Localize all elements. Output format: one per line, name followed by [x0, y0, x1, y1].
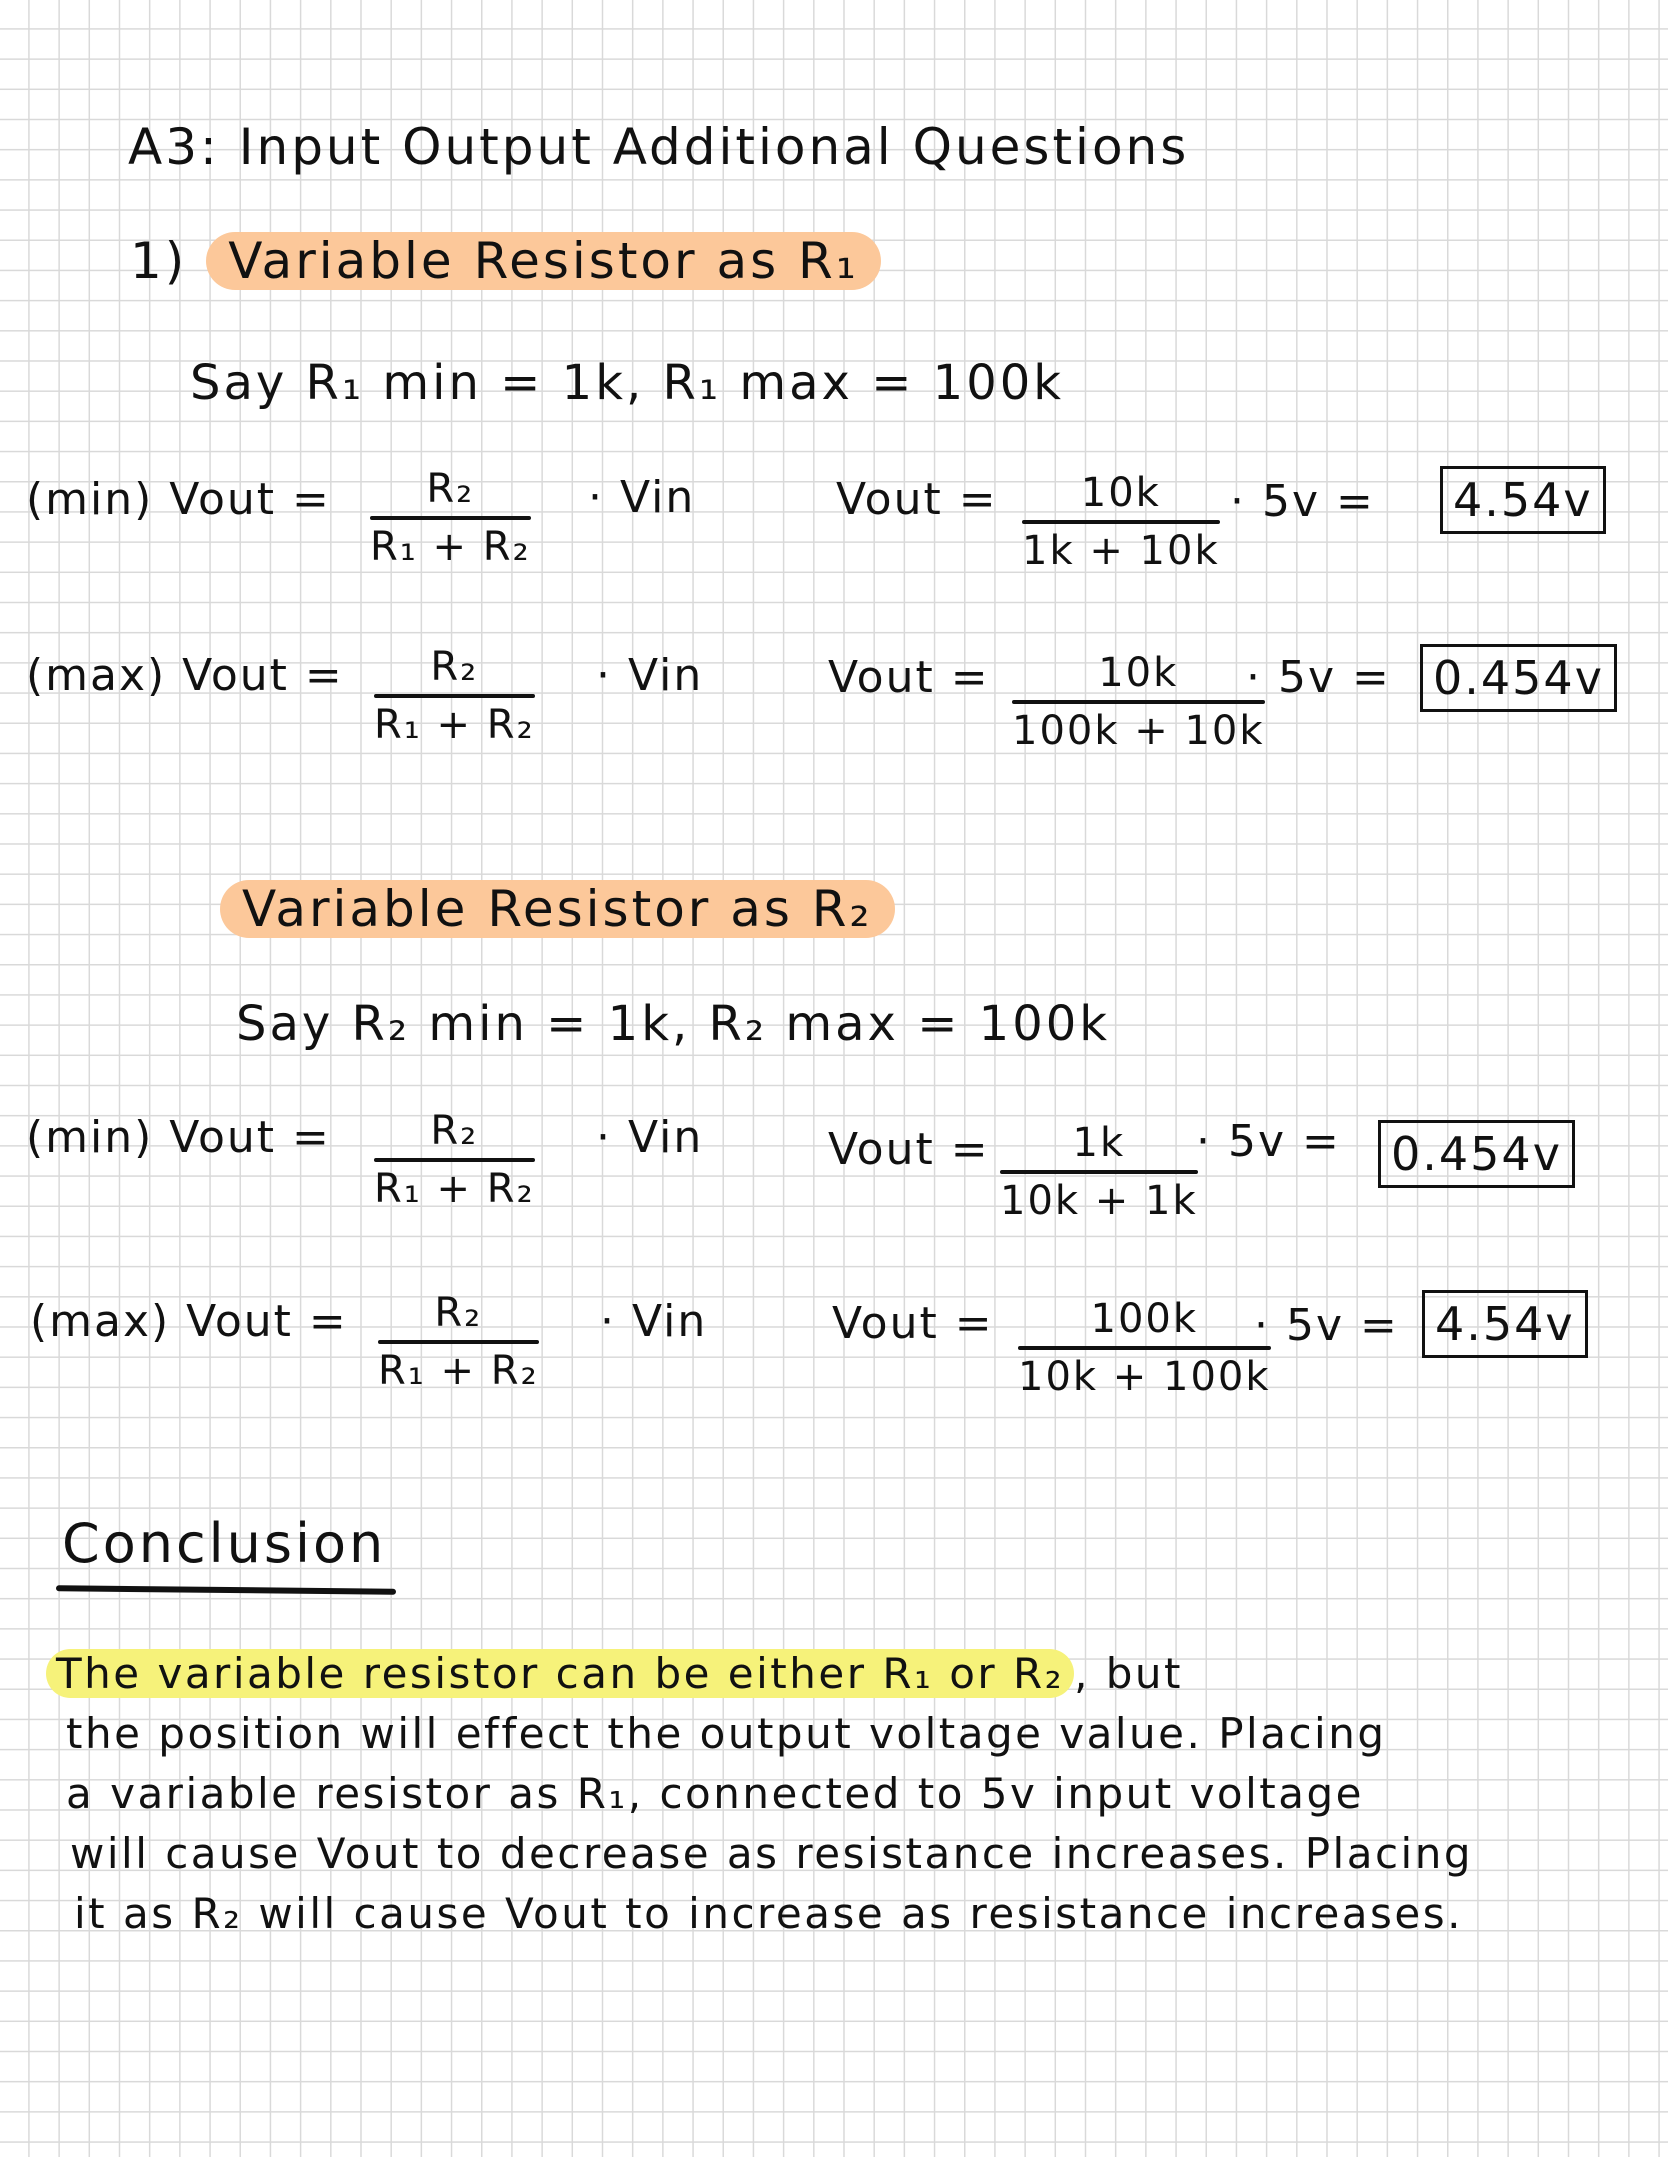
s1-row1-calc	[1012, 650, 1265, 754]
section1-say: Say R₁ min = 1k, R₁ max = 100k	[190, 355, 1065, 411]
section1-heading-row	[130, 232, 881, 290]
s1-row0-formula	[370, 466, 531, 570]
s1-row1-result-box: 0.454v	[1420, 644, 1617, 712]
s1-row0-label: (min) Vout =	[26, 474, 331, 525]
conclusion-line-2: the position will effect the output voltage value. Placing	[66, 1709, 1387, 1758]
s1-row1-formula-num: R₂	[430, 644, 479, 690]
s1-row1-formula	[374, 644, 535, 748]
conclusion-line-4: will cause Vout to decrease as resistance increases. Placing	[70, 1829, 1474, 1878]
s2-row0-calc-den: 10k + 1k	[1000, 1178, 1198, 1224]
section1-heading: Variable Resistor as R₁	[206, 232, 881, 290]
s2-row1-formula	[378, 1290, 539, 1394]
page-title: A3: Input Output Additional Questions	[128, 118, 1190, 176]
s1-row0-calc	[1022, 470, 1220, 574]
section2-say: Say R₂ min = 1k, R₂ max = 100k	[236, 996, 1111, 1052]
conclusion-highlight: The variable resistor can be either R₁ or R₂	[46, 1649, 1074, 1698]
s2-row0-label: (min) Vout =	[26, 1112, 331, 1163]
conclusion-title-text: Conclusion	[62, 1512, 387, 1575]
conclusion-underline	[56, 1585, 396, 1595]
s2-row0-calc-mult: · 5v =	[1196, 1116, 1341, 1167]
s1-row0-formula-num: R₂	[426, 466, 475, 512]
section1-number: 1)	[130, 232, 188, 290]
s1-row0-calc-mult: · 5v =	[1230, 476, 1375, 527]
conclusion-line-3: a variable resistor as R₁, connected to 5v input voltage	[66, 1769, 1364, 1818]
s1-row1-calc-mult: · 5v =	[1246, 652, 1391, 703]
s2-row1-formula-mult: · Vin	[600, 1296, 708, 1347]
s1-row0-formula-mult: · Vin	[588, 472, 696, 523]
s2-row0-formula-mult: · Vin	[596, 1112, 704, 1163]
s1-row1-formula-mult: · Vin	[596, 650, 704, 701]
s1-row1-calc-den: 100k + 10k	[1012, 708, 1265, 754]
section2-heading-row	[220, 880, 895, 938]
s2-row0-calc	[1000, 1120, 1198, 1224]
s2-row1-calc-num: 100k	[1090, 1296, 1199, 1342]
s2-row1-calc-mult: · 5v =	[1254, 1300, 1399, 1351]
s2-row1-formula-num: R₂	[434, 1290, 483, 1336]
conclusion-line-1-rest: , but	[1074, 1649, 1184, 1698]
s2-row1-calc	[1018, 1296, 1271, 1400]
s2-row1-calc-den: 10k + 100k	[1018, 1354, 1271, 1400]
s1-row0-calc-den: 1k + 10k	[1022, 528, 1220, 574]
s2-row0-formula	[374, 1108, 535, 1212]
s1-row1-calc-num: 10k	[1098, 650, 1179, 696]
s2-row1-label: (max) Vout =	[30, 1296, 348, 1347]
conclusion-line-1	[46, 1644, 1183, 1704]
s2-row1-formula-den: R₁ + R₂	[378, 1348, 539, 1394]
section2-heading: Variable Resistor as R₂	[220, 880, 895, 938]
s2-row0-calc-num: 1k	[1072, 1120, 1126, 1166]
s2-row0-formula-num: R₂	[430, 1108, 479, 1154]
s1-row0-calc-prefix: Vout =	[836, 474, 998, 525]
s1-row1-calc-prefix: Vout =	[828, 652, 990, 703]
s1-row1-label: (max) Vout =	[26, 650, 344, 701]
conclusion-line-5: it as R₂ will cause Vout to increase as resistance increases.	[74, 1889, 1463, 1938]
s2-row0-calc-prefix: Vout =	[828, 1124, 990, 1175]
s1-row1-formula-den: R₁ + R₂	[374, 702, 535, 748]
s1-row0-formula-den: R₁ + R₂	[370, 524, 531, 570]
s1-row0-calc-num: 10k	[1080, 470, 1161, 516]
s2-row1-result-box: 4.54v	[1422, 1290, 1588, 1358]
s2-row0-result-box: 0.454v	[1378, 1120, 1575, 1188]
conclusion-title	[62, 1512, 386, 1575]
s2-row1-calc-prefix: Vout =	[832, 1298, 994, 1349]
s1-row0-result-box: 4.54v	[1440, 466, 1606, 534]
s2-row0-formula-den: R₁ + R₂	[374, 1166, 535, 1212]
